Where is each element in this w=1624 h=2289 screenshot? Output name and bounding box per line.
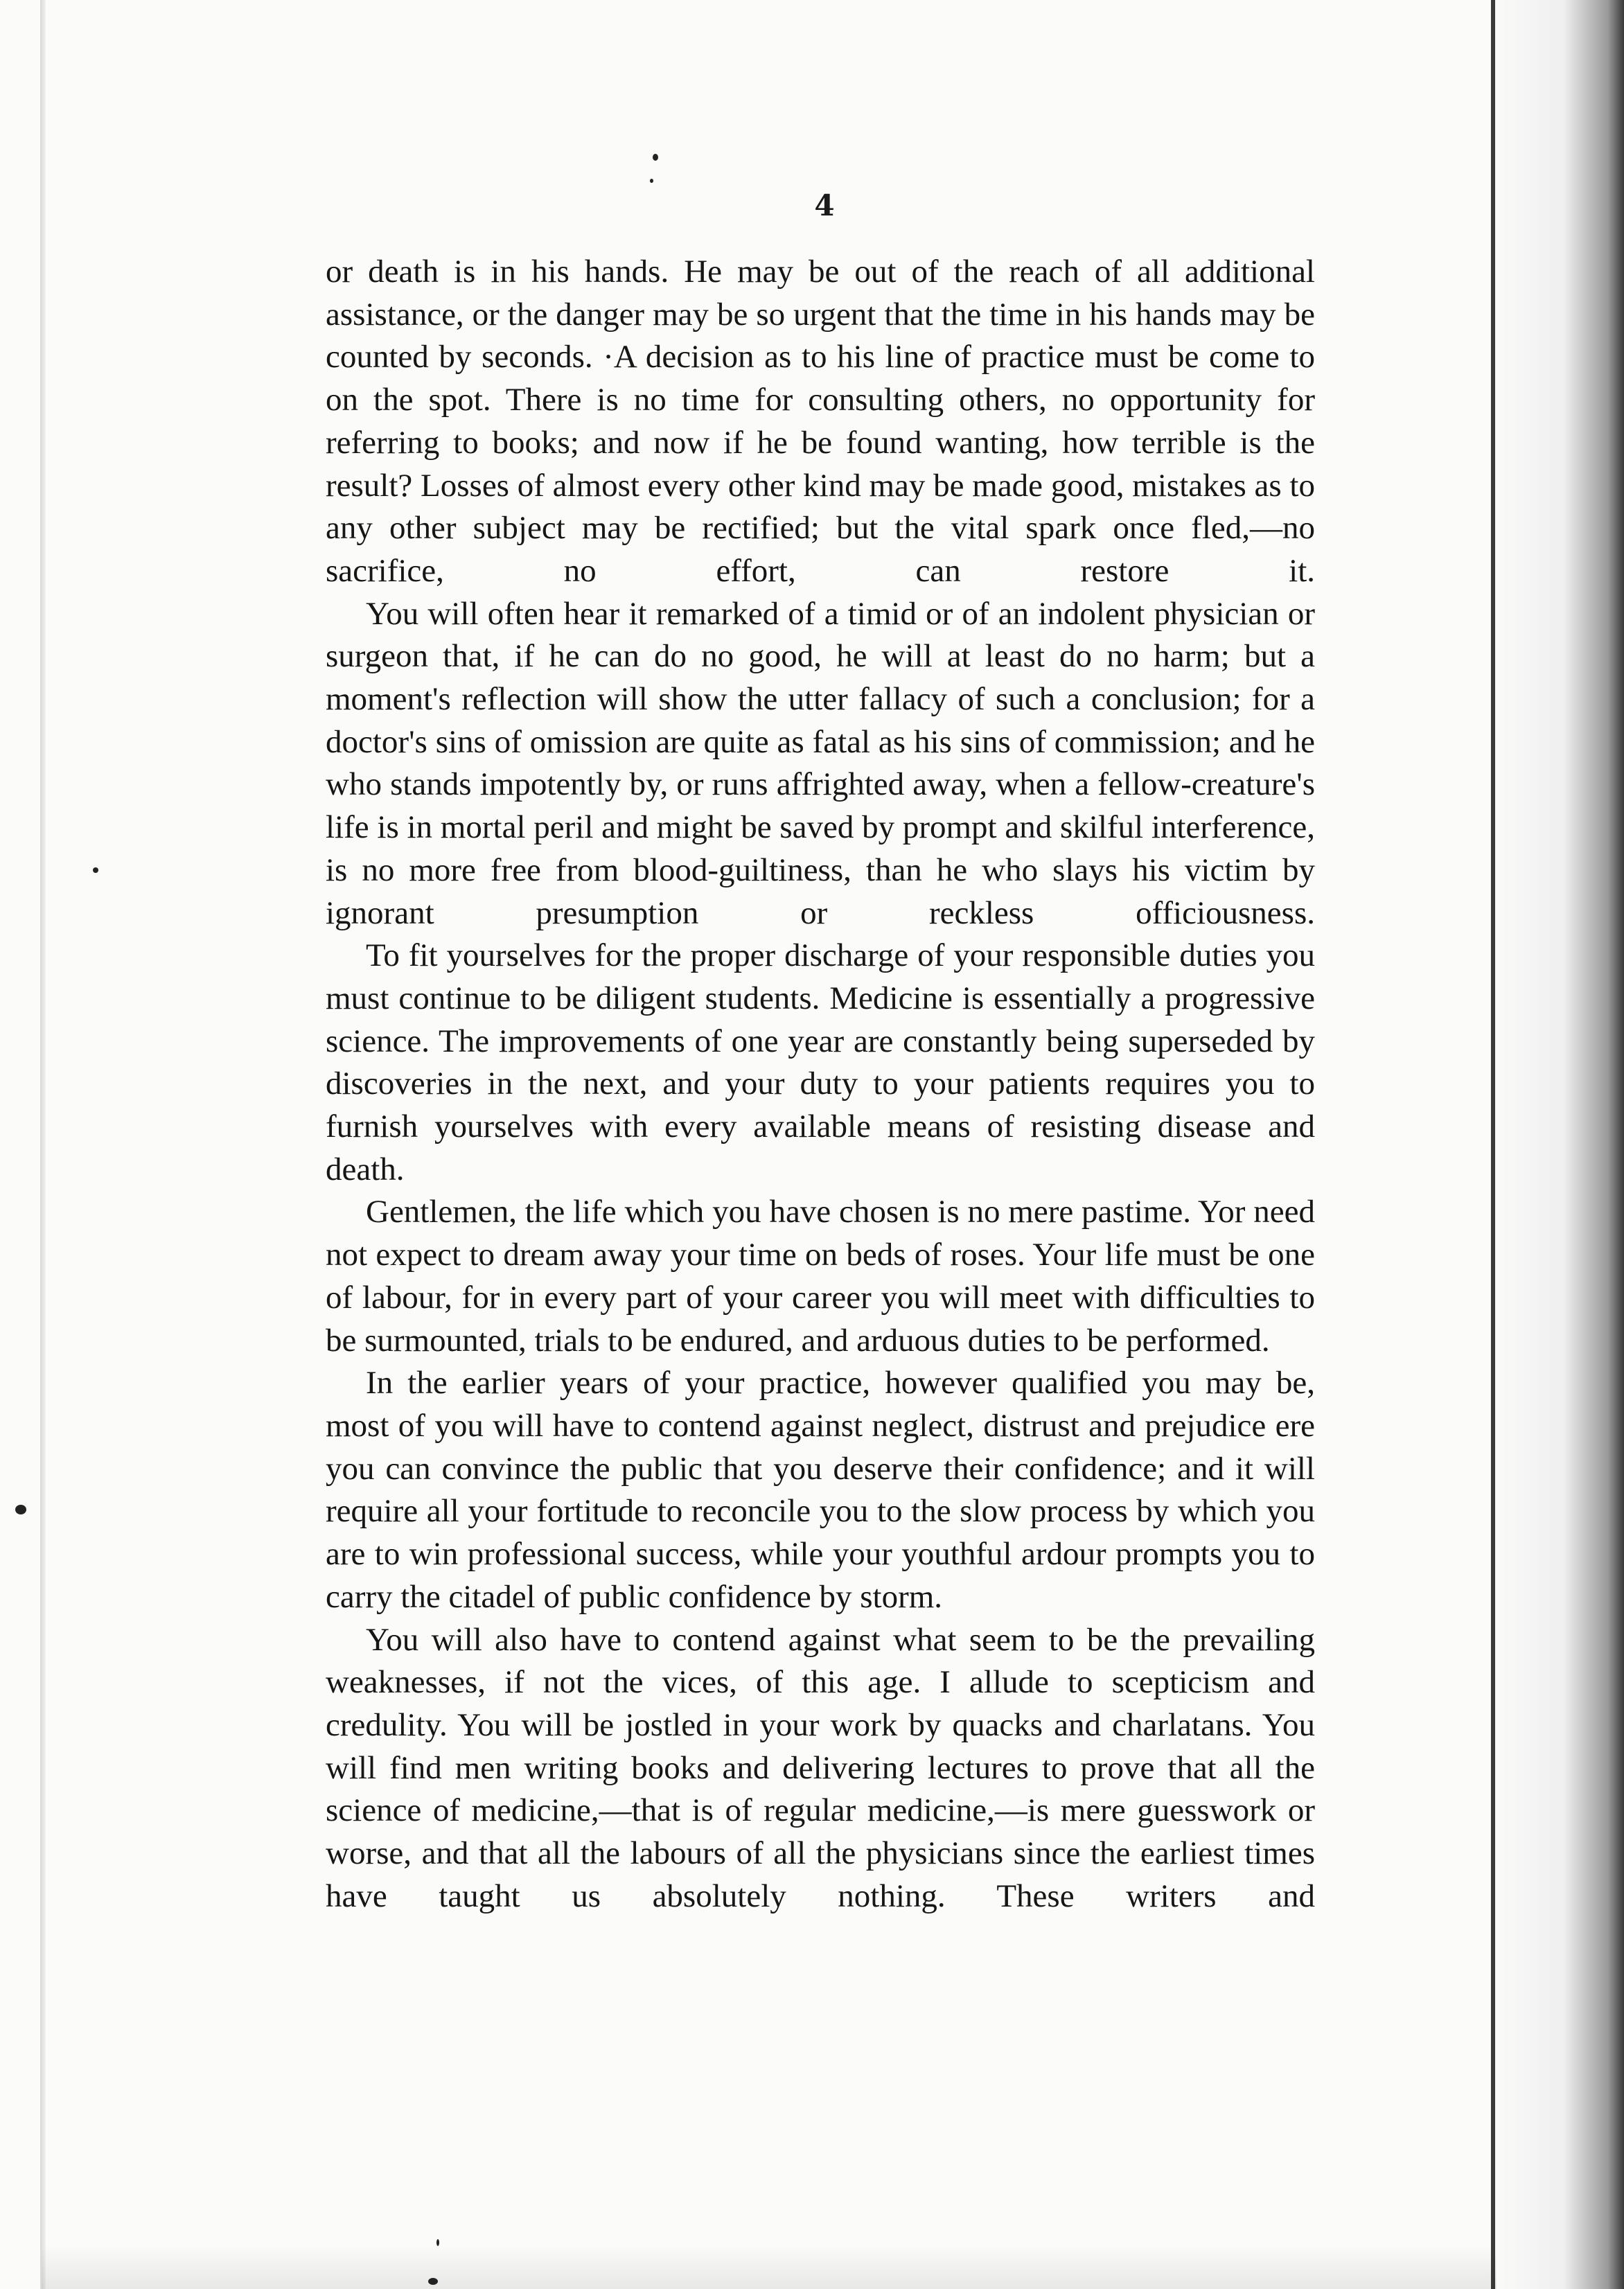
paragraph-2: You will often hear it remarked of a timid or of an indolent physician or surgeon that, if he can do no good, he will at least do no harm; but a moment's reflection will show the utter fallacy of such a conclusion; for a doctor's sins of omission are quite as fatal as his sins of commission; and he who stands impotently by, or runs affrighted away, when a fellow-creature's life is in mortal peril and might be saved by prompt and skilful interference, is no more free from blood-guiltiness, than he who slays his victim by ignorant presumption or reckless officiousness. <box>326 595 1315 931</box>
page-binding-line <box>1491 0 1495 2289</box>
page-bottom-shadow <box>42 2245 1497 2289</box>
paragraph-5: In the earlier years of your practice, however qualified you may be, most of you will have to contend against neglect, distrust and prejudice ere you can convince the public that you deserve their confidence; and it will require all your fortitude to reconcile you to the slow process by which you are to win professional success, while your youthful ardour prompts you to carry the citadel of public confidence by storm. <box>326 1365 1315 1615</box>
scan-speck <box>15 1505 26 1514</box>
scan-speck <box>93 867 98 873</box>
page-left-edge <box>40 0 46 2289</box>
page-number: 4 <box>814 188 835 222</box>
scan-speck <box>428 2278 438 2285</box>
page-right-edge-shadow <box>1490 0 1624 2289</box>
scan-speck <box>436 2239 439 2246</box>
paragraph-3: To fit yourselves for the proper discharge of your responsible duties you must continue to be diligent students. Medicine is essentially a progressive science. The improvements of one year are constantly being superseded by discoveries in the next, and your duty to your patients requires you to furnish yourselves with every available means of resisting disease and death. <box>326 937 1315 1187</box>
paragraph-1: or death is in his hands. He may be out of the reach of all additional assistance, or the danger may be so urgent that the time in his hands may be counted by seconds. ·A decision as to his line of practice must be come to on the spot. There is no time for consulting others, no opportunity for referring to books; and now if he be found wanting, how terrible is the result? Losses of almost every other kind may be made good, mistakes as to any other subject may be rectified; but the vital spark once fled,—no sacrifice, no effort, can restore it. <box>326 254 1315 589</box>
scan-speck <box>653 154 658 161</box>
body-text <box>326 251 1315 1918</box>
scan-speck <box>650 179 653 183</box>
paragraph-4: Gentlemen, the life which you have chosen is no mere pastime. Yor need not expect to dream away your time on beds of roses. Your life must be one of labour, for in every part of your career you will meet with difficulties to be surmounted, trials to be endured, and arduous duties to be performed. <box>326 1194 1315 1359</box>
paragraph-6: You will also have to contend against what seem to be the prevailing weaknesses, if not the vices, of this age. I allude to scepticism and credulity. You will be jostled in your work by quacks and charlatans. You will find men writing books and delivering lectures to prove that all the science of medicine,—that is of regular medicine,—is mere guesswork or worse, and that all the labours of all the physicians since the earliest times have taught us absolutely nothing. These writers and <box>326 1621 1315 1914</box>
